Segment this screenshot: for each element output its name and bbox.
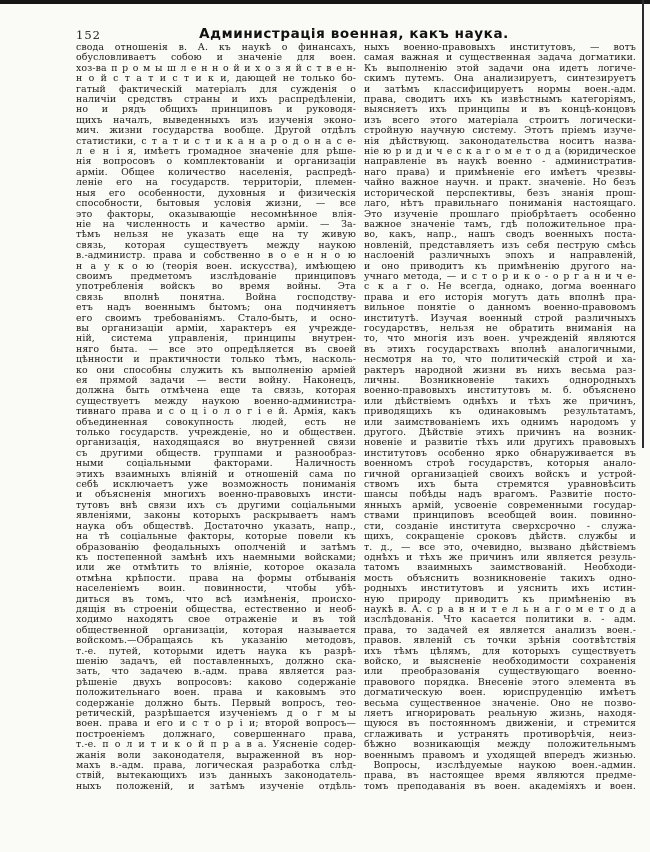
text-line: мость объяснить возникновеніе такихъ одно-: [364, 572, 636, 584]
text-line: хоз-ва п р о м ы ш л е н н о й и х о з я й с т в е н-: [76, 62, 356, 74]
text-line: ными соціальными факторами. Наличность: [76, 458, 356, 470]
text-line: воен. права и его и с т о р і и; второй вопросъ—: [76, 718, 356, 730]
text-line: мич. жизни государства вообще. Другой отдѣлъ: [76, 125, 356, 137]
scan-edge-top-rule: [0, 0, 650, 4]
text-line: вильное понятіе о данномъ военно-правовомъ: [364, 302, 636, 314]
text-line: ныхъ положеній, и затѣмъ изученіе отдѣль-: [76, 780, 356, 792]
text-line: н о й с т а т и с т и к и, дающей не только бо-: [76, 73, 356, 85]
text-line: обусловливаетъ собою и значеніе для воен.: [76, 52, 356, 64]
page-title: Администрація военная, какъ наука.: [199, 26, 509, 42]
text-line: свода отношенія в. А. къ наукѣ о финансахъ,: [76, 42, 356, 53]
text-line: ніе ю р и д и ч е с к а г о м е т о д а (юридическое: [364, 146, 636, 158]
text-line: права, въ настоящее время являются предме-: [364, 770, 636, 782]
text-line: войско, и выясненіе необходимости сохраненія: [364, 655, 636, 667]
text-line: щихъ, сокращеніе сроковъ дѣйств. службы и: [364, 531, 636, 543]
text-line: государствъ, нельзя не обратить вниманія на: [364, 322, 636, 334]
text-line: махъ в.-адм. права, логическая разработка слѣд-: [76, 760, 356, 772]
text-line: этихъ взаимныхъ вліяній и отношеній сама по: [76, 468, 356, 480]
text-line: то, что многія изъ воен. учрежденій являются: [364, 333, 636, 345]
page-number: 152: [76, 28, 101, 42]
scan-edge-right-rule: [642, 0, 644, 448]
text-line: ствій, вытекающихъ изъ данныхъ законодатель-: [76, 770, 356, 782]
text-line: гичной организаціей своихъ войскъ и устрой-: [364, 468, 636, 480]
text-line: своимъ предметомъ изслѣдованіе принциповъ: [76, 270, 356, 282]
text-line: Вопросы, изслѣдуемые наукою воен.-админ.: [364, 760, 636, 772]
text-line: и затѣмъ классифицируетъ нормы воен.-адм.: [364, 83, 636, 95]
text-line: связь, которая существуетъ между наукою: [76, 239, 356, 251]
text-line: однѣхъ и тѣхъ же причинъ или является резуль-: [364, 551, 636, 563]
text-line: цѣнности и практичности только тѣмъ, насколь-: [76, 354, 356, 366]
text-line: или же отмѣтить то вліяніе, которое оказала: [76, 562, 356, 574]
text-line: другого. Дѣйствіе этихъ причинъ на возник-: [364, 427, 636, 439]
text-line: стройную научную систему. Этотъ пріемъ изуче-: [364, 125, 636, 137]
text-line: военно-правовыхъ институтовъ м. б. объяснено: [364, 385, 636, 397]
text-line: ствомъ ихъ быта стремятся уравновѣсить: [364, 479, 636, 491]
text-line: объединенная совокупность людей, есть не: [76, 416, 356, 428]
text-line: Къ выполненію этой задачи она идетъ логиче-: [364, 62, 636, 74]
text-line: военнымъ правомъ и уходящей впередъ жизнью.: [364, 749, 636, 761]
text-line: или заимствованіемъ ихъ однимъ народомъ у: [364, 416, 636, 428]
text-line: ную природу приводитъ къ примѣненію въ: [364, 593, 636, 605]
text-line: чайно важное научн. и практ. значеніе. Но безъ: [364, 177, 636, 189]
text-line: положительнаго воен. права и каковымъ это: [76, 687, 356, 699]
text-line: диться въ томъ, что всѣ измѣненія, происхо-: [76, 593, 356, 605]
text-column-right: [364, 43, 636, 792]
text-line: ходимо находятъ свое отраженіе и въ той: [76, 614, 356, 626]
text-line: ныхъ военно-правовыхъ институтовъ, — вотъ: [364, 42, 636, 53]
text-line: ній, система управленія, принципы внутрен-: [76, 333, 356, 345]
text-line: дящія въ строеніи общества, естественно и необ-: [76, 603, 356, 615]
text-line: наго права) и примѣненіе его имѣетъ чрезвы-: [364, 166, 636, 178]
text-line: учнаго метода, — и с т о р и к о - о р г а н и ч е-: [364, 270, 636, 282]
text-line: сти, созданіе института сверхсрочно - служа-: [364, 520, 636, 532]
text-line: т.-е. путей, которыми идетъ наука къ разрѣ-: [76, 645, 356, 657]
text-line: ихъ тѣмъ цѣлямъ, для которыхъ существуетъ: [364, 645, 636, 657]
text-line: ко они способны служить къ выполненію арміей: [76, 364, 356, 376]
text-line: во, какъ, напр., нашъ сводъ военныхъ поста-: [364, 229, 636, 241]
text-line: ляетъ игнорировать реальную жизнь, находя-: [364, 708, 636, 719]
text-line: существуетъ между наукою военно-администра-: [76, 395, 356, 407]
text-line: новленій, представляетъ изъ себя пеструю смѣсь: [364, 239, 636, 251]
text-line: построеніемъ должнаго, совершеннаго права,: [76, 728, 356, 740]
text-line: себѣ исключаетъ уже возможность пониманія: [76, 479, 356, 491]
text-line: организація, находящаяся во внутренней связи: [76, 437, 356, 449]
text-line: правов. явленій съ точки зрѣнія соотвѣтствія: [364, 635, 636, 647]
text-line: направленіе въ наукѣ военно - административ-: [364, 156, 636, 168]
text-line: его своимъ требованіямъ. Стало-быть, и осно-: [76, 312, 356, 324]
text-line: или преобразованія существующаго военно-: [364, 666, 636, 678]
text-line: л е н і я, имѣетъ громадное значеніе для рѣше-: [76, 146, 356, 158]
text-line: н а у к о ю (теорія воен. искусства), имѣющею: [76, 260, 356, 272]
text-line: наличіи средствъ страны и ихъ распредѣленіи,: [76, 94, 356, 106]
text-line: институтовъ особенно ярко обнаруживается въ: [364, 447, 636, 459]
text-line: щихъ началъ, выведенныхъ изъ изученія эконо-: [76, 114, 356, 126]
text-line: весьма существенное значеніе. Оно не позво-: [364, 697, 636, 709]
text-line: шенію задачъ, ей поставленныхъ, должно ска-: [76, 655, 356, 667]
text-line: къ постепенной замѣнѣ ихъ наемными войсками;: [76, 551, 356, 563]
text-line: бѣжно возникающія между положительнымъ: [364, 739, 636, 751]
text-line: выясняетъ ихъ принципы и въ концѣ-концовъ: [364, 104, 636, 116]
text-line: несмотря на то, что политическій строй и ха-: [364, 354, 636, 366]
text-line: арміи. Общее количество населенія, распредѣ-: [76, 166, 356, 178]
text-line: сглаживать и устранять противорѣчія, неиз-: [364, 728, 636, 740]
text-line: новеніе и развитіе тѣхъ или другихъ правовыхъ: [364, 437, 636, 449]
text-line: т.-е. п о л и т и к о й п р а в а. Уясненіе содер-: [76, 739, 356, 751]
text-line: рактеръ народной жизни въ нихъ весьма раз-: [364, 364, 636, 376]
text-line: употребленія войскъ во время войны. Эта: [76, 281, 356, 293]
text-line: наукѣ в. А. с р а в н и т е л ь н а г о м е т о д а: [364, 603, 636, 615]
text-line: но и рядъ общихъ принциповъ и руководя-: [76, 104, 356, 116]
text-line: т. д., — все это, очевидно, вызвано дѣйствіемъ: [364, 541, 636, 553]
text-line: етъ надъ военнымъ бытомъ; она подчиняетъ: [76, 302, 356, 314]
text-line: права и его исторія могутъ дать вполнѣ пра-: [364, 291, 636, 303]
text-line: явленіями, законы которыхъ раскрываетъ намъ: [76, 510, 356, 522]
text-line: институтѣ. Изучая военный строй различныхъ: [364, 312, 636, 324]
text-line: жанія воли законодателя, выраженной въ нор-: [76, 749, 356, 761]
text-line: зать, что задачею в.-адм. права является раз-: [76, 666, 356, 678]
text-line: томъ преподаванія въ воен. академіяхъ и воен.: [364, 780, 636, 792]
text-line: и оно приводитъ къ примѣненію другого на-: [364, 260, 636, 272]
text-line: родныхъ институтовъ и уяснить ихъ истин-: [364, 583, 636, 595]
text-line: изъ всего этого матеріала строитъ логически-: [364, 114, 636, 126]
text-line: няго быта. — все это опредѣляется въ своей: [76, 343, 356, 355]
text-line: или дѣйствіемъ однѣхъ и тѣхъ же причинъ,: [364, 395, 636, 407]
text-line: это факторы, оказывающіе несомнѣнное влія-: [76, 208, 356, 220]
text-line: статистики, с т а т и с т и к а н а р о д о н а с е-: [76, 135, 356, 147]
text-line: нія вопросовъ о комплектованіи и организаціи: [76, 156, 356, 168]
text-line: ея прямой задачи — вести войну. Наконецъ,: [76, 375, 356, 386]
text-line: лаго, нѣтъ правильнаго пониманія настоящаго.: [364, 198, 636, 210]
text-line: должна быть отмѣчена еще та связь, которая: [76, 385, 356, 397]
text-line: войскомъ.—Обращаясь къ указанію методовъ,: [76, 635, 356, 647]
text-line: образованію феодальныхъ ополченій и затѣмъ: [76, 541, 356, 553]
text-line: отмѣна крѣпости. права на формы отбыванія: [76, 572, 356, 584]
text-line: съ другими обществ. группами и разнообраз-: [76, 447, 356, 459]
text-line: содержаніе должно быть. Первый вопросъ, тео-: [76, 697, 356, 709]
text-line: наука объ обществѣ. Достаточно указать, напр.,: [76, 520, 356, 532]
text-line: только государств. учрежденіе, но и обществен.: [76, 427, 356, 439]
text-line: права, то задачей ея является анализъ воен.-: [364, 624, 636, 636]
text-line: щуюся въ постоянномъ движеніи, и стремится: [364, 718, 636, 730]
text-line: исторической перспективы, безъ знанія прош-: [364, 187, 636, 199]
text-line: шансы побѣды надъ врагомъ. Развитіе посто-: [364, 489, 636, 501]
text-line: ныя его особенности, духовныя и физическія: [76, 187, 356, 199]
text-line: ніе на численность и качество арміи. — За-: [76, 218, 356, 230]
text-line: права, сводитъ ихъ къ извѣстнымъ категоріямъ,: [364, 94, 636, 106]
text-line: тутовъ внѣ связи ихъ съ другими соціальными: [76, 499, 356, 511]
text-line: гатый фактическій матеріалъ для сужденія о: [76, 83, 356, 95]
text-line: способности, бытовыя условія жизни, — все: [76, 198, 356, 210]
text-line: приводящихъ къ одинаковымъ результатамъ,: [364, 406, 636, 418]
text-line: с к а г о. Не всегда, однако, догма военнаго: [364, 281, 636, 293]
text-line: правового порядка. Внесеніе этого элемента въ: [364, 676, 636, 688]
text-line: въ этихъ государствахъ вполнѣ аналогичными,: [364, 343, 636, 355]
text-line: рѣшеніе двухъ вопросовъ: каково содержаніе: [76, 676, 356, 688]
text-line: на тѣ соціальные факторы, которые повели къ: [76, 531, 356, 543]
text-line: связь вполнѣ понятна. Война господству-: [76, 291, 356, 303]
text-line: и объясненія многихъ военно-правовыхъ инсти-: [76, 489, 356, 501]
text-line: леніе его на государств. территоріи, племен-: [76, 177, 356, 189]
text-line: догматическую воен. юриспруденцію имѣетъ: [364, 687, 636, 699]
text-column-left: [76, 43, 356, 792]
text-line: личны. Возникновеніе такихъ однородныхъ: [364, 375, 636, 386]
text-line: тѣмъ нельзя не указать еще на ту живую: [76, 229, 356, 241]
text-line: наслоеній различныхъ эпохъ и направленій,: [364, 250, 636, 262]
text-line: населеніемъ воин. повинности, чтобы убѣ-: [76, 583, 356, 595]
text-line: военномъ строѣ государствъ, которыя анало-: [364, 458, 636, 470]
text-line: Это изученіе прошлаго пріобрѣтаетъ особенно: [364, 208, 636, 220]
text-line: ствами принциповъ всеобщей воин. повинно-: [364, 510, 636, 522]
text-line: нія дѣйствующ. законодательства носитъ назва-: [364, 135, 636, 147]
text-line: в.-администр. права и собственно в о е н н о ю: [76, 250, 356, 262]
text-line: самая важная и существенная задача догматики.: [364, 52, 636, 64]
text-line: общественной организаціи, которая называется: [76, 624, 356, 636]
text-line: изслѣдованія. Что касается политики в. - адм.: [364, 614, 636, 626]
text-line: скимъ путемъ. Она анализируетъ, синтезируетъ: [364, 73, 636, 85]
text-line: ретическій, разрѣшается изученіемъ д о г м ы: [76, 708, 356, 719]
text-line: важное значеніе тамъ, гдѣ положительное пра-: [364, 218, 636, 230]
text-line: янныхъ армій, усвоеніе современными государ-: [364, 499, 636, 511]
text-line: татомъ взаимныхъ заимствованій. Необходи-: [364, 562, 636, 574]
text-line: вы организаціи арміи, характеръ ея учрежде-: [76, 322, 356, 334]
text-line: тивнаго права и с о ц і о л о г і е й. Армія, какъ: [76, 406, 356, 418]
